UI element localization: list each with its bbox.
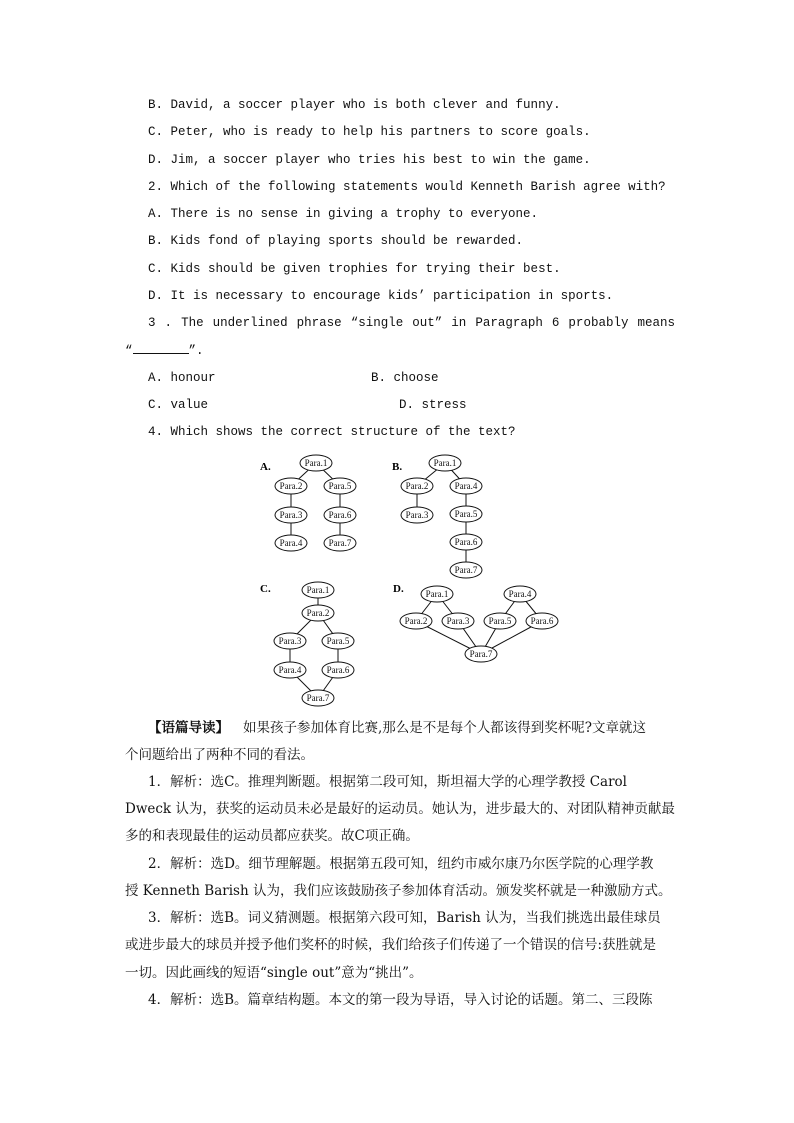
q3-blank [133,341,189,354]
c-node-para5 [322,633,354,649]
c-node-para1 [302,582,334,598]
structure-diagrams [0,448,794,718]
svg-text:Para.5: Para.5 [488,616,512,626]
b-node-para3 [401,507,433,523]
q4-stem: 4. Which shows the correct structure of the text? [148,425,516,439]
svg-text:Para.3: Para.3 [446,616,470,626]
svg-text:Para.4: Para.4 [508,589,532,599]
svg-text:Para.3: Para.3 [278,636,302,646]
svg-text:Para.5: Para.5 [328,481,352,491]
diagram-d [393,583,558,662]
a-node-para1 [300,455,332,471]
q2-option-d: D. It is necessary to encourage kids’ participation in sports. [148,289,614,303]
q3-stem-continuation [125,341,204,360]
guide-title: 【语篇导读】 [148,720,229,736]
svg-text:Para.5: Para.5 [326,636,350,646]
guide-text-1: 如果孩子参加体育比赛,那么是不是每个人都该得到奖杯呢?文章就这 [243,720,647,736]
q3-close-quote: ”. [188,344,204,358]
q3-option-a: A. honour [148,371,216,385]
svg-text:Para.1: Para.1 [306,585,330,595]
diagram-b-label: B. [392,461,403,473]
svg-text:Para.2: Para.2 [279,481,303,491]
svg-text:Para.4: Para.4 [454,481,478,491]
c-node-para2 [302,605,334,621]
q3-option-c: C. value [148,398,209,412]
d-node-para4 [504,586,536,602]
b-node-para2 [401,478,433,494]
svg-text:Para.4: Para.4 [279,538,303,548]
b-node-para4 [450,478,482,494]
q1-option-b: B. David, a soccer player who is both clever and funny. [148,98,561,112]
svg-text:Para.6: Para.6 [454,537,478,547]
a-node-para7 [324,535,356,551]
d-node-para1 [421,586,453,602]
svg-text:Para.2: Para.2 [404,616,428,626]
c-node-para4 [274,662,306,678]
svg-text:Para.5: Para.5 [454,509,478,519]
svg-text:Para.4: Para.4 [278,665,302,675]
q2-option-b: B. Kids fond of playing sports should be rewarded. [148,234,524,248]
svg-text:Para.1: Para.1 [425,589,449,599]
b-node-para5 [450,506,482,522]
answer-3-line-2: 或进步最大的球员并授予他们奖杯的时候，我们给孩子们传递了一个错误的信号:获胜就是 [125,937,657,953]
guide-line-1 [148,719,646,737]
b-node-para1 [429,455,461,471]
svg-text:Para.3: Para.3 [405,510,429,520]
diagram-b [392,455,482,578]
answer-1-line-3: 多的和表现最佳的运动员都应获奖。故C项正确。 [125,828,419,844]
svg-text:Para.7: Para.7 [328,538,352,548]
diagram-a [260,455,356,551]
svg-text:Para.2: Para.2 [306,608,330,618]
svg-text:Para.7: Para.7 [454,565,478,575]
a-node-para6 [324,507,356,523]
c-node-para7 [302,690,334,706]
d-node-para5 [484,613,516,629]
q3-option-d: D. stress [399,398,467,412]
q3-open-quote: “ [125,344,133,358]
svg-text:Para.3: Para.3 [279,510,303,520]
svg-text:Para.6: Para.6 [328,510,352,520]
answer-1-line-1: 1．解析：选C。推理判断题。根据第二段可知，斯坦福大学的心理学教授 Carol [148,774,627,790]
d-node-para7 [465,646,497,662]
svg-text:Para.6: Para.6 [326,665,350,675]
a-node-para4 [275,535,307,551]
a-node-para2 [275,478,307,494]
answer-2-line-1: 2．解析：选D。细节理解题。根据第五段可知，纽约市威尔康乃尔医学院的心理学教 [148,856,654,872]
q3-stem: 3 . The underlined phrase “single out” in Paragraph 6 probably means [148,316,675,330]
d-node-para6 [526,613,558,629]
q1-option-d: D. Jim, a soccer player who tries his best to win the game. [148,153,591,167]
q3-option-b: B. choose [371,371,439,385]
svg-text:Para.7: Para.7 [306,693,330,703]
svg-text:Para.1: Para.1 [433,458,457,468]
c-node-para3 [274,633,306,649]
answer-4-line-1: 4．解析：选B。篇章结构题。本文的第一段为导语，导入讨论的话题。第二、三段陈 [148,992,653,1008]
b-node-para6 [450,534,482,550]
q1-option-c: C. Peter, who is ready to help his partners to score goals. [148,125,591,139]
q2-stem: 2. Which of the following statements would Kenneth Barish agree with? [148,180,666,194]
c-node-para6 [322,662,354,678]
diagram-c [260,582,354,706]
diagram-a-label: A. [260,461,271,473]
diagram-c-label: C. [260,583,271,595]
q2-option-c: C. Kids should be given trophies for trying their best. [148,262,561,276]
q2-option-a: A. There is no sense in giving a trophy to everyone. [148,207,539,221]
answer-2-line-2: 授 Kenneth Barish 认为，我们应该鼓励孩子参加体育活动。颁发奖杯就是一种激励方式。 [125,883,672,899]
svg-text:Para.7: Para.7 [469,649,493,659]
d-node-para2 [400,613,432,629]
svg-text:Para.2: Para.2 [405,481,429,491]
svg-text:Para.1: Para.1 [304,458,328,468]
answer-3-line-1: 3．解析：选B。词义猜测题。根据第六段可知，Barish 认为，当我们挑选出最佳球员 [148,910,661,926]
a-node-para3 [275,507,307,523]
diagram-d-label: D. [393,583,404,595]
guide-line-2: 个问题给出了两种不同的看法。 [125,747,314,763]
d-node-para3 [442,613,474,629]
svg-text:Para.6: Para.6 [530,616,554,626]
a-node-para5 [324,478,356,494]
answer-1-line-2: Dweck 认为，获奖的运动员未必是最好的运动员。她认为，进步最大的、对团队精神贡献最 [125,801,675,817]
answer-3-line-3: 一切。因此画线的短语“single out”意为“挑出”。 [125,965,423,981]
b-node-para7 [450,562,482,578]
